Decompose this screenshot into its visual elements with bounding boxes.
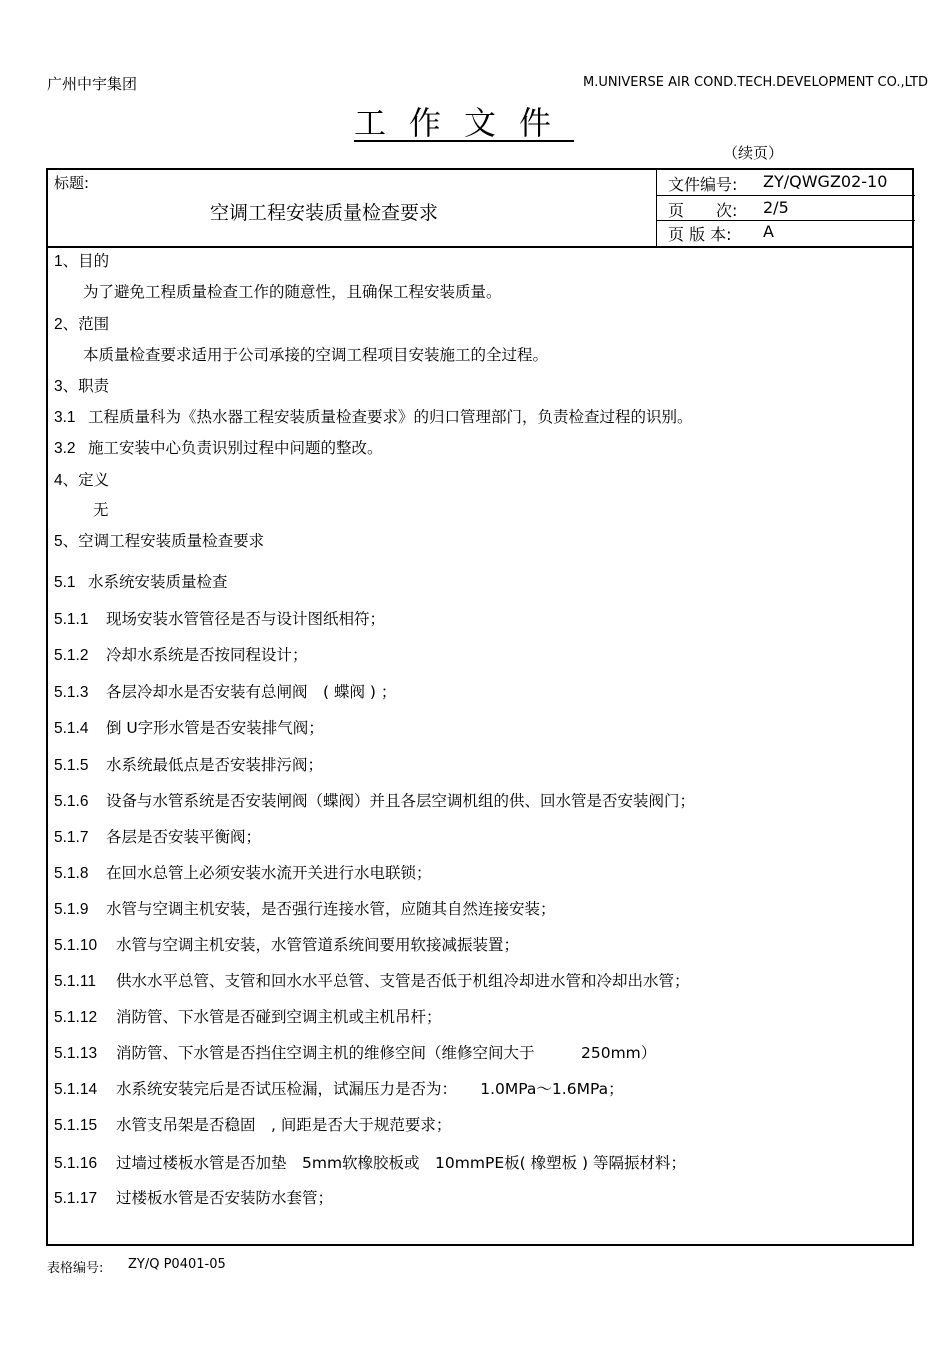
section-number: 1、 <box>54 253 79 270</box>
section-number: 3、 <box>54 378 79 395</box>
list-item <box>54 607 385 629</box>
document-title: 工作文件 <box>354 104 575 142</box>
item-number: 5.1.5 <box>54 757 89 774</box>
section-number: 2、 <box>54 316 79 333</box>
list-item <box>54 825 261 847</box>
item-text: 各层冷却水是否安装有总闸阀 ( 蝶阀 ) ； <box>106 683 397 701</box>
list-item <box>54 933 519 955</box>
section-text: 定义 <box>78 471 110 489</box>
list-item <box>54 969 690 991</box>
item-text: 各层是否安装平衡阀； <box>106 828 262 846</box>
list-item <box>54 753 323 775</box>
form-number-value: ZY/Q P0401-05 <box>128 1257 226 1272</box>
list-item <box>54 1186 333 1208</box>
item-text: 消防管、下水管是否挡住空调主机的维修空间（维修空间大于 250mm） <box>116 1044 657 1062</box>
section-heading <box>54 312 109 334</box>
item-number: 5.1.11 <box>54 973 96 990</box>
item-text: 在回水总管上必须安装水流开关进行水电联锁； <box>106 864 432 882</box>
doc-number-label: 文件编号: <box>668 175 738 194</box>
item-number: 5.1.13 <box>54 1045 98 1062</box>
item-text: 现场安装水管管径是否与设计图纸相符； <box>106 610 386 628</box>
item-text: 工程质量科为《热水器工程安装质量检查要求》的归口管理部门，负责检查过程的识别。 <box>88 408 693 426</box>
item-text: 冷却水系统是否按同程设计； <box>106 646 308 664</box>
item-text: 水管与空调主机安装，水管管道系统间要用软接减振装置； <box>116 936 520 954</box>
item-number: 5.1.6 <box>54 793 89 810</box>
section-heading <box>54 249 109 271</box>
item-text: 水系统安装完后是否试压检漏，试漏压力是否为： 1.0MPa～1.6MPa； <box>116 1080 624 1098</box>
item-text: 水系统最低点是否安装排污阀； <box>106 756 324 774</box>
list-item <box>54 716 324 738</box>
item-number: 5.1.1 <box>54 611 89 628</box>
continued-page-note: （续页） <box>723 144 784 162</box>
list-item <box>54 861 432 883</box>
form-number-label: 表格编号: <box>47 1261 104 1276</box>
section-text: 空调工程安装质量检查要求 <box>78 532 265 550</box>
list-item <box>54 1077 624 1099</box>
list-item <box>54 1113 451 1135</box>
item-number: 5.1.15 <box>54 1117 98 1134</box>
header-bottom-divider <box>48 246 914 248</box>
paragraph <box>83 280 502 302</box>
item-number: 5.1.8 <box>54 865 89 882</box>
item-number: 5.1 <box>54 574 76 591</box>
version-label: 页 版 本: <box>668 225 732 244</box>
list-item <box>54 570 228 592</box>
item-text: 施工安装中心负责识别过程中问题的整改。 <box>88 439 383 457</box>
paragraph-text: 为了避免工程质量检查工作的随意性，且确保工程安装质量。 <box>83 283 502 301</box>
item-number: 5.1.16 <box>54 1155 98 1172</box>
item-text: 设备与水管系统是否安装闸阀（蝶阀）并且各层空调机组的供、回水管是否安装阀门； <box>106 792 696 810</box>
page-value: 2/5 <box>763 198 789 217</box>
section-number: 5、 <box>54 533 79 550</box>
section-number: 4、 <box>54 472 79 489</box>
item-text: 水系统安装质量检查 <box>88 573 228 591</box>
section-heading <box>54 468 109 490</box>
list-item <box>54 405 693 427</box>
page-label: 页 次: <box>668 201 738 220</box>
item-number: 5.1.7 <box>54 829 89 846</box>
item-number: 5.1.14 <box>54 1081 98 1098</box>
item-number: 5.1.10 <box>54 937 98 954</box>
header-vertical-divider <box>656 170 657 246</box>
item-text: 过楼板水管是否安装防水套管； <box>116 1189 334 1207</box>
item-text: 水管支吊架是否稳固 , 间距是否大于规范要求； <box>116 1116 452 1134</box>
doc-number-value: ZY/QWGZ02-10 <box>763 172 888 191</box>
item-number: 3.1 <box>54 409 76 426</box>
section-text: 职责 <box>78 377 110 395</box>
list-item <box>54 680 396 702</box>
item-text: 供水水平总管、支管和回水水平总管、支管是否低于机组冷却进水管和冷却出水管； <box>116 972 690 990</box>
item-text: 消防管、下水管是否碰到空调主机或主机吊杆； <box>116 1008 442 1026</box>
list-item <box>54 1151 686 1173</box>
item-text: 过墙过楼板水管是否加垫 5mm软橡胶板或 10mmPE板( 橡塑板 ) 等隔振材料； <box>116 1154 686 1172</box>
list-item <box>54 643 308 665</box>
version-value: A <box>763 222 774 241</box>
section-heading <box>54 529 264 551</box>
section-text: 范围 <box>78 315 110 333</box>
list-item <box>54 897 556 919</box>
paragraph-text: 无 <box>93 501 109 519</box>
section-text: 目的 <box>78 252 110 270</box>
item-text: 倒 U字形水管是否安装排气阀； <box>106 719 324 737</box>
item-number: 3.2 <box>54 440 76 457</box>
item-text: 水管与空调主机安装，是否强行连接水管，应随其自然连接安装； <box>106 900 556 918</box>
paragraph <box>93 498 109 520</box>
list-item <box>54 789 695 811</box>
list-item <box>54 1041 656 1063</box>
item-number: 5.1.4 <box>54 720 89 737</box>
section-heading <box>54 374 109 396</box>
title-label: 标题: <box>54 174 90 192</box>
document-frame <box>46 168 914 1246</box>
item-number: 5.1.9 <box>54 901 89 918</box>
company-name-en: M.UNIVERSE AIR COND.TECH.DEVELOPMENT CO.,LTD <box>582 75 928 90</box>
company-name-cn: 广州中宇集团 <box>47 75 138 93</box>
meta-row-divider <box>657 195 915 196</box>
item-number: 5.1.17 <box>54 1190 98 1207</box>
list-item <box>54 1005 442 1027</box>
paragraph-text: 本质量检查要求适用于公司承接的空调工程项目安装施工的全过程。 <box>83 346 549 364</box>
paragraph <box>83 343 548 365</box>
list-item <box>54 436 383 458</box>
title-text: 空调工程安装质量检查要求 <box>210 202 439 224</box>
item-number: 5.1.2 <box>54 647 89 664</box>
item-number: 5.1.3 <box>54 684 89 701</box>
item-number: 5.1.12 <box>54 1009 98 1026</box>
